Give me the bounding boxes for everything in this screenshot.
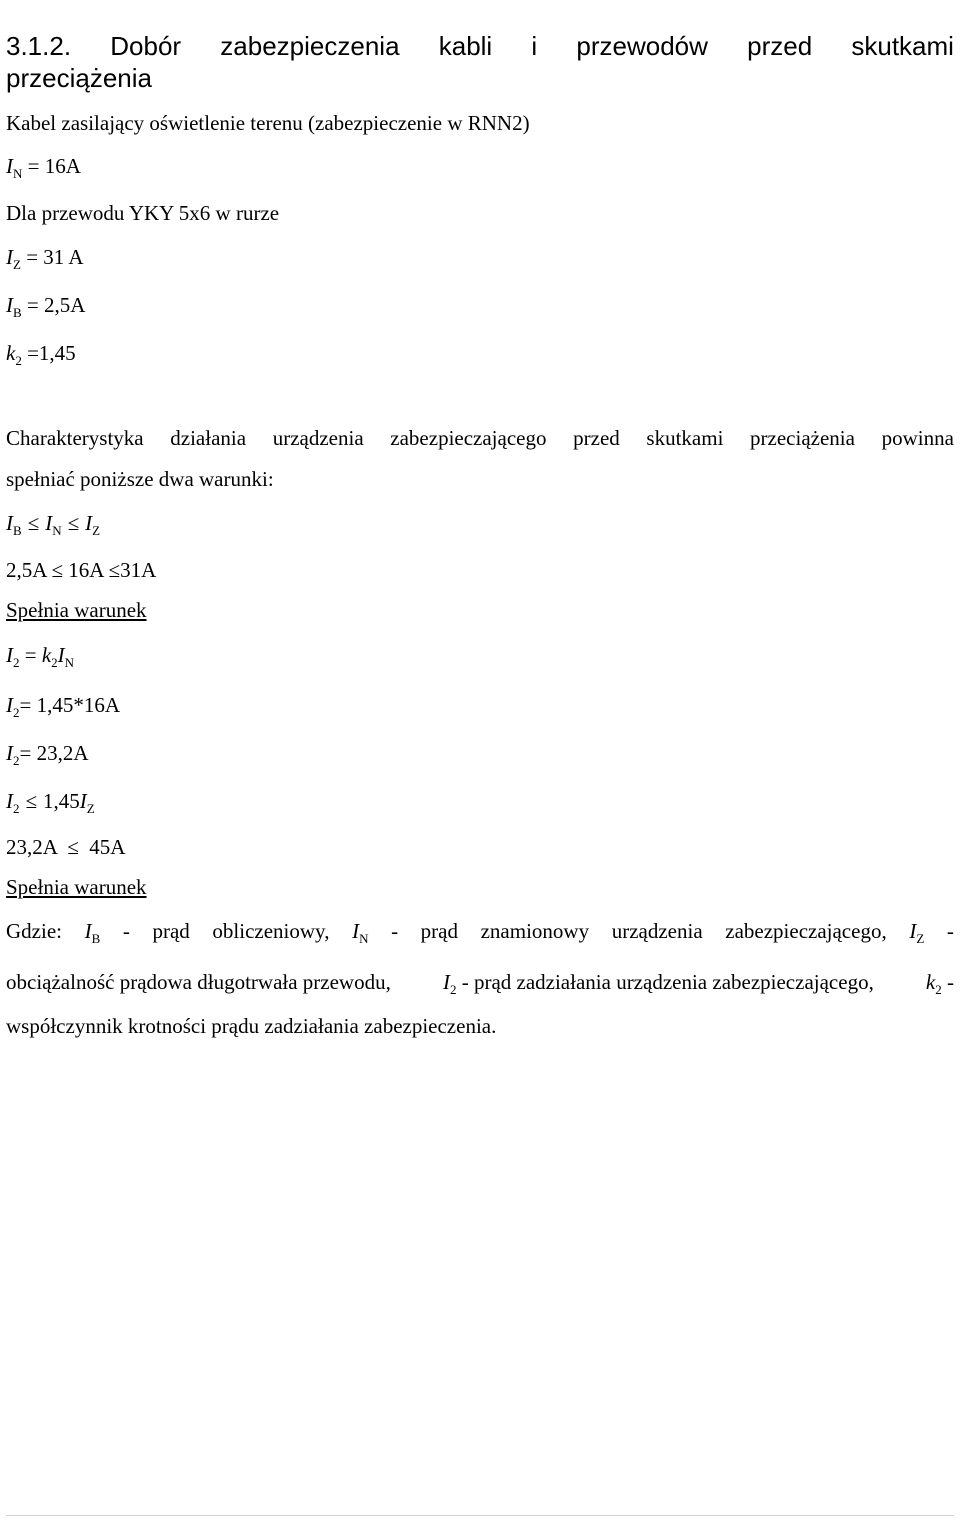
heading-word: przewodów — [576, 31, 708, 61]
section-heading — [6, 31, 954, 62]
heading-word: 3.1.2. — [6, 31, 72, 61]
rated-current-value: $I_N = 16A$ — [6, 154, 81, 181]
intro-text: Kabel zasilający oświetlenie terenu (zabezpieczenie w RNN2) — [6, 111, 530, 135]
design-current-value: $I_B = 2,5A$ — [6, 293, 86, 320]
legend-line1: Gdzie: $I_B$ - prąd obliczeniowy, $I_N$ - prąd znamionowy urządzenia zabezpieczającego, $I_Z$ - — [6, 919, 954, 946]
ampacity-value: $I_Z = 31$ A — [6, 245, 84, 272]
characteristic-paragraph-line2: spełniać poniższe dwa warunki: — [6, 467, 274, 491]
condition2-numeric: 23,2A ≤ 45A — [6, 835, 126, 859]
condition2-result: Spełnia warunek — [6, 875, 147, 899]
heading-word: przed — [747, 31, 813, 61]
legend-line3: współczynnik krotności prądu zadziałania zabezpieczenia. — [6, 1014, 497, 1038]
k2-value: $k_2 =1,45$ — [6, 341, 76, 368]
heading-word: kabli — [438, 31, 493, 61]
characteristic-paragraph-line1: Charakterystyka działania urządzenia zabezpieczającego przed skutkami przeciążenia powinna — [6, 426, 954, 450]
condition2-formula: $I_2 = k_2I_N$ — [6, 643, 75, 670]
condition2-substitution: $I_2= 1,45*16A$ — [6, 693, 121, 720]
heading-word: zabezpieczenia — [220, 31, 400, 61]
condition2-inequality: $I_2 \le 1,45I_Z$ — [6, 789, 95, 816]
heading-word: Dobór — [110, 31, 182, 61]
condition1-result: Spełnia warunek — [6, 598, 147, 622]
section-heading-line2: przeciążenia — [6, 63, 152, 93]
page-bottom-rule — [6, 1515, 954, 1516]
legend-line2: obciążalność prądowa długotrwała przewodu, $I_2$ - prąd zadziałania urządzenia zabezpieczającego, $k_2$ - — [6, 970, 954, 997]
condition1-numeric: 2,5A ≤ 16A ≤31A — [6, 558, 157, 582]
heading-word: i — [531, 31, 538, 61]
heading-word: skutkami — [851, 31, 954, 61]
condition1-formula: $I_B \le I_N \le I_Z$ — [6, 511, 101, 538]
wire-description: Dla przewodu YKY 5x6 w rurze — [6, 201, 280, 225]
condition2-result-value: $I_2= 23,2A$ — [6, 741, 89, 768]
